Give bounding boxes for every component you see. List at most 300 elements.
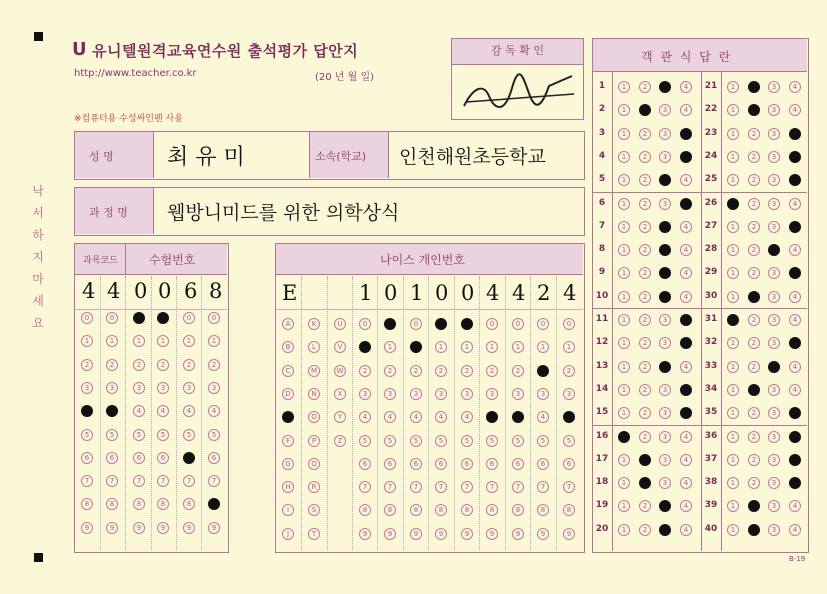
nice-bubble[interactable]: 6 xyxy=(410,458,422,470)
answer-bubble[interactable]: 2 xyxy=(748,244,760,256)
nice-bubble[interactable]: 4 xyxy=(435,411,447,423)
nice-bubble[interactable]: 2 xyxy=(563,365,575,377)
answer-bubble[interactable]: 3 xyxy=(659,291,671,303)
exam-bubble[interactable]: 4 xyxy=(133,405,145,417)
answer-bubble[interactable]: 4 xyxy=(789,198,801,210)
nice-bubble[interactable]: 5 xyxy=(461,435,473,447)
nice-bubble[interactable]: 5 xyxy=(359,435,371,447)
nice-bubble[interactable]: Z xyxy=(334,435,346,447)
answer-bubble[interactable]: 2 xyxy=(639,291,651,303)
answer-bubble[interactable]: 1 xyxy=(727,477,739,489)
nice-bubble[interactable]: N xyxy=(308,388,320,400)
nice-bubble[interactable]: 6 xyxy=(537,458,549,470)
exam-bubble[interactable]: 1 xyxy=(133,335,145,347)
answer-bubble[interactable]: 3 xyxy=(659,244,671,256)
answer-bubble[interactable]: 1 xyxy=(618,431,630,443)
answer-bubble[interactable]: 3 xyxy=(659,454,671,466)
nice-bubble[interactable]: 8 xyxy=(384,504,396,516)
exam-bubble[interactable]: 1 xyxy=(183,335,195,347)
answer-bubble[interactable]: 2 xyxy=(748,198,760,210)
answer-bubble[interactable]: 4 xyxy=(680,198,692,210)
exam-bubble[interactable]: 7 xyxy=(81,475,93,487)
answer-bubble[interactable]: 4 xyxy=(680,361,692,373)
exam-bubble[interactable]: 8 xyxy=(208,498,220,510)
answer-bubble[interactable]: 4 xyxy=(789,174,801,186)
answer-bubble[interactable]: 1 xyxy=(618,384,630,396)
exam-bubble[interactable]: 3 xyxy=(133,382,145,394)
exam-bubble[interactable]: 4 xyxy=(208,405,220,417)
nice-bubble[interactable]: 6 xyxy=(384,458,396,470)
exam-bubble[interactable]: 0 xyxy=(157,312,169,324)
answer-bubble[interactable]: 3 xyxy=(659,407,671,419)
answer-bubble[interactable]: 1 xyxy=(727,314,739,326)
answer-bubble[interactable]: 3 xyxy=(659,337,671,349)
answer-bubble[interactable]: 1 xyxy=(727,361,739,373)
nice-bubble[interactable]: 0 xyxy=(435,318,447,330)
answer-bubble[interactable]: 2 xyxy=(639,244,651,256)
nice-bubble[interactable]: 5 xyxy=(435,435,447,447)
exam-bubble[interactable]: 7 xyxy=(133,475,145,487)
answer-bubble[interactable]: 2 xyxy=(639,477,651,489)
answer-bubble[interactable]: 1 xyxy=(727,174,739,186)
nice-bubble[interactable]: 0 xyxy=(359,318,371,330)
answer-bubble[interactable]: 4 xyxy=(789,291,801,303)
exam-bubble[interactable]: 1 xyxy=(157,335,169,347)
nice-bubble[interactable]: 4 xyxy=(563,411,575,423)
exam-bubble[interactable]: 4 xyxy=(183,405,195,417)
nice-bubble[interactable]: 0 xyxy=(512,318,524,330)
answer-bubble[interactable]: 3 xyxy=(659,524,671,536)
answer-bubble[interactable]: 4 xyxy=(680,337,692,349)
answer-bubble[interactable]: 2 xyxy=(748,431,760,443)
answer-bubble[interactable]: 2 xyxy=(748,361,760,373)
nice-bubble[interactable]: Q xyxy=(308,458,320,470)
exam-bubble[interactable]: 0 xyxy=(183,312,195,324)
answer-bubble[interactable]: 3 xyxy=(659,431,671,443)
exam-bubble[interactable]: 8 xyxy=(183,498,195,510)
nice-bubble[interactable]: 7 xyxy=(461,481,473,493)
exam-bubble[interactable]: 8 xyxy=(106,498,118,510)
exam-bubble[interactable]: 9 xyxy=(133,522,145,534)
answer-bubble[interactable]: 4 xyxy=(789,151,801,163)
answer-bubble[interactable]: 4 xyxy=(789,244,801,256)
nice-bubble[interactable]: 9 xyxy=(384,528,396,540)
nice-bubble[interactable]: 4 xyxy=(384,411,396,423)
nice-bubble[interactable]: 3 xyxy=(461,388,473,400)
nice-bubble[interactable]: 3 xyxy=(486,388,498,400)
answer-bubble[interactable]: 4 xyxy=(789,477,801,489)
answer-bubble[interactable]: 4 xyxy=(680,128,692,140)
answer-bubble[interactable]: 3 xyxy=(768,477,780,489)
nice-bubble[interactable]: J xyxy=(282,528,294,540)
answer-bubble[interactable]: 2 xyxy=(639,81,651,93)
nice-bubble[interactable]: P xyxy=(308,435,320,447)
nice-bubble[interactable]: 7 xyxy=(537,481,549,493)
answer-bubble[interactable]: 2 xyxy=(639,431,651,443)
answer-bubble[interactable]: 2 xyxy=(639,151,651,163)
answer-bubble[interactable]: 3 xyxy=(659,361,671,373)
nice-bubble[interactable]: 8 xyxy=(461,504,473,516)
nice-bubble[interactable]: O xyxy=(308,411,320,423)
nice-bubble[interactable]: 9 xyxy=(563,528,575,540)
answer-bubble[interactable]: 2 xyxy=(748,454,760,466)
nice-bubble[interactable]: 3 xyxy=(537,388,549,400)
answer-bubble[interactable]: 2 xyxy=(639,267,651,279)
exam-bubble[interactable]: 7 xyxy=(208,475,220,487)
nice-bubble[interactable]: C xyxy=(282,365,294,377)
answer-bubble[interactable]: 1 xyxy=(618,104,630,116)
exam-bubble[interactable]: 3 xyxy=(106,382,118,394)
answer-bubble[interactable]: 3 xyxy=(768,454,780,466)
answer-bubble[interactable]: 2 xyxy=(748,500,760,512)
answer-bubble[interactable]: 3 xyxy=(768,500,780,512)
exam-bubble[interactable]: 0 xyxy=(208,312,220,324)
nice-bubble[interactable]: T xyxy=(308,528,320,540)
answer-bubble[interactable]: 1 xyxy=(727,291,739,303)
answer-bubble[interactable]: 2 xyxy=(748,151,760,163)
answer-bubble[interactable]: 4 xyxy=(680,104,692,116)
nice-bubble[interactable]: 1 xyxy=(359,341,371,353)
exam-bubble[interactable]: 2 xyxy=(81,359,93,371)
nice-bubble[interactable]: 8 xyxy=(486,504,498,516)
exam-bubble[interactable]: 2 xyxy=(133,359,145,371)
exam-bubble[interactable]: 6 xyxy=(157,452,169,464)
answer-bubble[interactable]: 3 xyxy=(659,151,671,163)
answer-bubble[interactable]: 4 xyxy=(680,244,692,256)
answer-bubble[interactable]: 1 xyxy=(618,198,630,210)
answer-bubble[interactable]: 4 xyxy=(680,524,692,536)
exam-bubble[interactable]: 6 xyxy=(183,452,195,464)
answer-bubble[interactable]: 3 xyxy=(659,198,671,210)
nice-bubble[interactable]: 3 xyxy=(512,388,524,400)
answer-bubble[interactable]: 1 xyxy=(618,454,630,466)
nice-bubble[interactable]: 3 xyxy=(384,388,396,400)
nice-bubble[interactable]: 8 xyxy=(359,504,371,516)
exam-bubble[interactable]: 0 xyxy=(133,312,145,324)
answer-bubble[interactable]: 4 xyxy=(680,407,692,419)
nice-bubble[interactable]: 7 xyxy=(435,481,447,493)
answer-bubble[interactable]: 4 xyxy=(789,81,801,93)
nice-bubble[interactable]: 0 xyxy=(384,318,396,330)
nice-bubble[interactable]: 7 xyxy=(512,481,524,493)
answer-bubble[interactable]: 2 xyxy=(639,174,651,186)
nice-bubble[interactable]: R xyxy=(308,481,320,493)
answer-bubble[interactable]: 1 xyxy=(618,337,630,349)
nice-bubble[interactable]: 1 xyxy=(461,341,473,353)
answer-bubble[interactable]: 3 xyxy=(659,104,671,116)
answer-bubble[interactable]: 2 xyxy=(639,337,651,349)
nice-bubble[interactable]: 1 xyxy=(512,341,524,353)
answer-bubble[interactable]: 4 xyxy=(680,267,692,279)
answer-bubble[interactable]: 4 xyxy=(789,384,801,396)
exam-bubble[interactable]: 1 xyxy=(81,335,93,347)
exam-bubble[interactable]: 5 xyxy=(133,429,145,441)
answer-bubble[interactable]: 4 xyxy=(789,104,801,116)
exam-bubble[interactable]: 0 xyxy=(106,312,118,324)
nice-bubble[interactable]: 6 xyxy=(486,458,498,470)
exam-bubble[interactable]: 9 xyxy=(183,522,195,534)
exam-bubble[interactable]: 6 xyxy=(81,452,93,464)
answer-bubble[interactable]: 3 xyxy=(659,267,671,279)
answer-bubble[interactable]: 1 xyxy=(727,104,739,116)
answer-bubble[interactable]: 1 xyxy=(618,267,630,279)
answer-bubble[interactable]: 2 xyxy=(748,384,760,396)
answer-bubble[interactable]: 4 xyxy=(789,407,801,419)
nice-bubble[interactable]: 7 xyxy=(486,481,498,493)
answer-bubble[interactable]: 1 xyxy=(618,81,630,93)
nice-bubble[interactable]: 1 xyxy=(410,341,422,353)
answer-bubble[interactable]: 2 xyxy=(639,128,651,140)
answer-bubble[interactable]: 4 xyxy=(680,81,692,93)
answer-bubble[interactable]: 3 xyxy=(768,221,780,233)
nice-bubble[interactable]: 5 xyxy=(563,435,575,447)
nice-bubble[interactable]: 3 xyxy=(410,388,422,400)
nice-bubble[interactable]: 9 xyxy=(410,528,422,540)
answer-bubble[interactable]: 4 xyxy=(789,267,801,279)
answer-bubble[interactable]: 3 xyxy=(659,174,671,186)
answer-bubble[interactable]: 4 xyxy=(789,314,801,326)
nice-bubble[interactable]: 2 xyxy=(435,365,447,377)
answer-bubble[interactable]: 2 xyxy=(748,267,760,279)
nice-bubble[interactable]: L xyxy=(308,341,320,353)
answer-bubble[interactable]: 4 xyxy=(680,174,692,186)
nice-bubble[interactable]: 7 xyxy=(384,481,396,493)
answer-bubble[interactable]: 4 xyxy=(680,221,692,233)
nice-bubble[interactable]: K xyxy=(308,318,320,330)
answer-bubble[interactable]: 1 xyxy=(727,431,739,443)
nice-bubble[interactable]: 4 xyxy=(410,411,422,423)
nice-bubble[interactable]: M xyxy=(308,365,320,377)
answer-bubble[interactable]: 3 xyxy=(768,291,780,303)
answer-bubble[interactable]: 1 xyxy=(618,407,630,419)
nice-bubble[interactable]: 2 xyxy=(384,365,396,377)
nice-bubble[interactable]: 9 xyxy=(537,528,549,540)
answer-bubble[interactable]: 3 xyxy=(768,384,780,396)
answer-bubble[interactable]: 3 xyxy=(768,431,780,443)
answer-bubble[interactable]: 3 xyxy=(768,267,780,279)
exam-bubble[interactable]: 8 xyxy=(133,498,145,510)
exam-bubble[interactable]: 7 xyxy=(183,475,195,487)
exam-bubble[interactable]: 2 xyxy=(157,359,169,371)
exam-bubble[interactable]: 1 xyxy=(106,335,118,347)
answer-bubble[interactable]: 3 xyxy=(768,407,780,419)
answer-bubble[interactable]: 3 xyxy=(768,198,780,210)
answer-bubble[interactable]: 1 xyxy=(618,174,630,186)
exam-bubble[interactable]: 1 xyxy=(208,335,220,347)
answer-bubble[interactable]: 4 xyxy=(789,500,801,512)
nice-bubble[interactable]: Y xyxy=(334,411,346,423)
nice-bubble[interactable]: S xyxy=(308,504,320,516)
answer-bubble[interactable]: 2 xyxy=(748,407,760,419)
nice-bubble[interactable]: 2 xyxy=(512,365,524,377)
answer-bubble[interactable]: 1 xyxy=(618,221,630,233)
answer-bubble[interactable]: 3 xyxy=(768,104,780,116)
answer-bubble[interactable]: 1 xyxy=(727,337,739,349)
answer-bubble[interactable]: 3 xyxy=(768,244,780,256)
nice-bubble[interactable]: 4 xyxy=(537,411,549,423)
answer-bubble[interactable]: 1 xyxy=(618,314,630,326)
nice-bubble[interactable]: 4 xyxy=(461,411,473,423)
answer-bubble[interactable]: 4 xyxy=(789,431,801,443)
answer-bubble[interactable]: 4 xyxy=(789,128,801,140)
exam-bubble[interactable]: 5 xyxy=(157,429,169,441)
nice-bubble[interactable]: 5 xyxy=(486,435,498,447)
nice-bubble[interactable]: 3 xyxy=(563,388,575,400)
answer-bubble[interactable]: 4 xyxy=(680,477,692,489)
nice-bubble[interactable]: 5 xyxy=(384,435,396,447)
nice-bubble[interactable]: 9 xyxy=(359,528,371,540)
answer-bubble[interactable]: 1 xyxy=(618,500,630,512)
answer-bubble[interactable]: 2 xyxy=(748,291,760,303)
exam-bubble[interactable]: 5 xyxy=(106,429,118,441)
nice-bubble[interactable]: 7 xyxy=(359,481,371,493)
exam-bubble[interactable]: 7 xyxy=(157,475,169,487)
nice-bubble[interactable]: I xyxy=(282,504,294,516)
exam-bubble[interactable]: 5 xyxy=(208,429,220,441)
answer-bubble[interactable]: 2 xyxy=(748,174,760,186)
nice-bubble[interactable]: B xyxy=(282,341,294,353)
nice-bubble[interactable]: 8 xyxy=(563,504,575,516)
nice-bubble[interactable]: 9 xyxy=(461,528,473,540)
answer-bubble[interactable]: 1 xyxy=(618,361,630,373)
nice-bubble[interactable]: 1 xyxy=(563,341,575,353)
nice-bubble[interactable]: U xyxy=(334,318,346,330)
answer-bubble[interactable]: 2 xyxy=(748,104,760,116)
nice-bubble[interactable]: 0 xyxy=(461,318,473,330)
answer-bubble[interactable]: 4 xyxy=(789,337,801,349)
exam-bubble[interactable]: 5 xyxy=(81,429,93,441)
nice-bubble[interactable]: 0 xyxy=(537,318,549,330)
nice-bubble[interactable]: W xyxy=(334,365,346,377)
answer-bubble[interactable]: 4 xyxy=(680,314,692,326)
nice-bubble[interactable]: 7 xyxy=(563,481,575,493)
nice-bubble[interactable]: D xyxy=(282,388,294,400)
answer-bubble[interactable]: 1 xyxy=(727,384,739,396)
answer-bubble[interactable]: 2 xyxy=(639,361,651,373)
nice-bubble[interactable]: 9 xyxy=(486,528,498,540)
nice-bubble[interactable]: 2 xyxy=(410,365,422,377)
exam-bubble[interactable]: 7 xyxy=(106,475,118,487)
answer-bubble[interactable]: 2 xyxy=(639,198,651,210)
nice-bubble[interactable]: 6 xyxy=(461,458,473,470)
nice-bubble[interactable]: V xyxy=(334,341,346,353)
nice-bubble[interactable]: 6 xyxy=(512,458,524,470)
exam-bubble[interactable]: 2 xyxy=(183,359,195,371)
exam-bubble[interactable]: 9 xyxy=(106,522,118,534)
nice-bubble[interactable]: 3 xyxy=(435,388,447,400)
exam-bubble[interactable]: 8 xyxy=(157,498,169,510)
nice-bubble[interactable]: A xyxy=(282,318,294,330)
nice-bubble[interactable]: 9 xyxy=(435,528,447,540)
answer-bubble[interactable]: 2 xyxy=(748,524,760,536)
answer-bubble[interactable]: 4 xyxy=(680,500,692,512)
answer-bubble[interactable]: 3 xyxy=(659,314,671,326)
nice-bubble[interactable]: 8 xyxy=(435,504,447,516)
nice-bubble[interactable]: 8 xyxy=(537,504,549,516)
answer-bubble[interactable]: 1 xyxy=(727,221,739,233)
nice-bubble[interactable]: 4 xyxy=(359,411,371,423)
answer-bubble[interactable]: 1 xyxy=(618,477,630,489)
nice-bubble[interactable]: 1 xyxy=(435,341,447,353)
answer-bubble[interactable]: 2 xyxy=(748,337,760,349)
nice-bubble[interactable]: 4 xyxy=(486,411,498,423)
answer-bubble[interactable]: 2 xyxy=(748,314,760,326)
exam-bubble[interactable]: 3 xyxy=(81,382,93,394)
nice-bubble[interactable]: 8 xyxy=(512,504,524,516)
exam-bubble[interactable]: 0 xyxy=(81,312,93,324)
answer-bubble[interactable]: 3 xyxy=(768,174,780,186)
nice-bubble[interactable]: F xyxy=(282,435,294,447)
nice-bubble[interactable]: 7 xyxy=(410,481,422,493)
nice-bubble[interactable]: 6 xyxy=(435,458,447,470)
answer-bubble[interactable]: 2 xyxy=(748,81,760,93)
answer-bubble[interactable]: 2 xyxy=(748,128,760,140)
answer-bubble[interactable]: 3 xyxy=(768,524,780,536)
answer-bubble[interactable]: 1 xyxy=(727,407,739,419)
exam-bubble[interactable]: 3 xyxy=(183,382,195,394)
answer-bubble[interactable]: 4 xyxy=(789,454,801,466)
answer-bubble[interactable]: 3 xyxy=(768,361,780,373)
nice-bubble[interactable]: G xyxy=(282,458,294,470)
nice-bubble[interactable]: X xyxy=(334,388,346,400)
answer-bubble[interactable]: 4 xyxy=(680,431,692,443)
answer-bubble[interactable]: 3 xyxy=(768,81,780,93)
nice-bubble[interactable]: 1 xyxy=(537,341,549,353)
answer-bubble[interactable]: 3 xyxy=(768,314,780,326)
nice-bubble[interactable]: 2 xyxy=(461,365,473,377)
answer-bubble[interactable]: 1 xyxy=(727,524,739,536)
exam-bubble[interactable]: 5 xyxy=(183,429,195,441)
answer-bubble[interactable]: 3 xyxy=(659,384,671,396)
nice-bubble[interactable]: 0 xyxy=(410,318,422,330)
answer-bubble[interactable]: 2 xyxy=(639,524,651,536)
exam-bubble[interactable]: 4 xyxy=(106,405,118,417)
nice-bubble[interactable]: 6 xyxy=(563,458,575,470)
answer-bubble[interactable]: 1 xyxy=(618,128,630,140)
nice-bubble[interactable]: 3 xyxy=(359,388,371,400)
answer-bubble[interactable]: 2 xyxy=(639,407,651,419)
nice-bubble[interactable]: 2 xyxy=(486,365,498,377)
answer-bubble[interactable]: 1 xyxy=(727,267,739,279)
answer-bubble[interactable]: 3 xyxy=(659,221,671,233)
nice-bubble[interactable]: 1 xyxy=(486,341,498,353)
exam-bubble[interactable]: 8 xyxy=(81,498,93,510)
nice-bubble[interactable]: 2 xyxy=(359,365,371,377)
exam-bubble[interactable]: 9 xyxy=(208,522,220,534)
answer-bubble[interactable]: 1 xyxy=(727,151,739,163)
answer-bubble[interactable]: 4 xyxy=(789,361,801,373)
answer-bubble[interactable]: 1 xyxy=(727,198,739,210)
nice-bubble[interactable]: 5 xyxy=(512,435,524,447)
answer-bubble[interactable]: 4 xyxy=(789,524,801,536)
nice-bubble[interactable]: E xyxy=(282,411,294,423)
answer-bubble[interactable]: 2 xyxy=(639,384,651,396)
nice-bubble[interactable]: H xyxy=(282,481,294,493)
exam-bubble[interactable]: 6 xyxy=(208,452,220,464)
exam-bubble[interactable]: 6 xyxy=(106,452,118,464)
answer-bubble[interactable]: 1 xyxy=(727,454,739,466)
exam-bubble[interactable]: 6 xyxy=(133,452,145,464)
answer-bubble[interactable]: 1 xyxy=(618,151,630,163)
answer-bubble[interactable]: 3 xyxy=(768,128,780,140)
answer-bubble[interactable]: 3 xyxy=(659,81,671,93)
exam-bubble[interactable]: 2 xyxy=(208,359,220,371)
answer-bubble[interactable]: 3 xyxy=(768,151,780,163)
nice-bubble[interactable]: 9 xyxy=(512,528,524,540)
exam-bubble[interactable]: 9 xyxy=(81,522,93,534)
answer-bubble[interactable]: 1 xyxy=(618,524,630,536)
answer-bubble[interactable]: 4 xyxy=(680,454,692,466)
